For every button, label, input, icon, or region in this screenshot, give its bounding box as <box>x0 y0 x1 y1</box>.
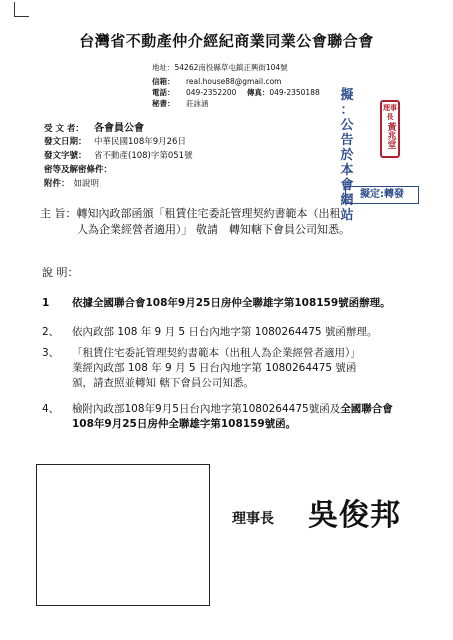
doc-number-value: 省不動產(108)字第051號 <box>94 151 193 161</box>
vertical-stamp: 擬 ： 公 告 於 本 會 網 站 <box>340 88 354 223</box>
contact-email <box>152 76 282 87</box>
explanation-label: 說 明： <box>42 266 79 279</box>
explanation-item-4: 4、 檢附內政部108年9月5日台內地字第1080264475號函及全國聯合會 108年9月25日房仲全聯雄字第108159號函。 <box>42 403 393 430</box>
attachment-label: 附件： <box>44 179 70 189</box>
fax-value: 049-2350188 <box>269 88 320 97</box>
attachment-row <box>44 178 99 190</box>
doc-number-label: 發文字號： <box>44 151 87 161</box>
org-title: 台灣省不動產仲介經紀商業同業公會聯合會 <box>79 32 374 50</box>
subject-block <box>40 206 420 238</box>
date-value: 中華民國108年9月26日 <box>94 137 186 147</box>
contact-secretary <box>152 98 209 109</box>
date-row <box>44 136 186 148</box>
explanation-item-3: 3、 「租賃住宅委託管理契約書範本（出租人為企業經營者適用）」 業經內政部 108 年 9 月 5 日台內地字第 1080264475 號函 頒，請查照並轉知 轄下會員公司知悉。 <box>42 347 361 389</box>
email-value: real.house88@gmail.com <box>186 77 282 86</box>
recipient-value: 各會員公會 <box>94 123 144 134</box>
explanation-item-2: 2、 依內政部 108 年 9 月 5 日台內地字第 1080264475 號函辦理。 <box>42 326 378 338</box>
signature-name: 吳俊邦 <box>308 498 401 533</box>
attachment-value: 如說明 <box>73 179 100 189</box>
forward-stamp: 擬定:轉發 <box>345 186 419 204</box>
explanation-item-1: 1 依據全國聯合會108年9月25日房仲全聯雄字第108159號函辦理。 <box>42 297 391 309</box>
secretary-value: 莊詠涵 <box>186 99 209 108</box>
security-row <box>44 164 112 176</box>
date-label: 發文日期： <box>44 137 87 147</box>
subject-line-2: 人為企業經營者適用）」 敬請 轉知轄下會員公司知悉。 <box>77 223 350 236</box>
recipient-label: 受 文 者： <box>44 124 84 134</box>
subject-line-1: 轉知內政部函頒「租賃住宅委託管理契約書範本（出租 <box>76 207 341 220</box>
phone-value: 049-2352200 <box>186 88 237 97</box>
signature-title: 理事長 <box>232 511 274 527</box>
contact-phone <box>152 87 320 98</box>
phone-label: 電話： <box>152 88 175 97</box>
subject-label: 主 旨： <box>40 207 77 220</box>
chairman-seal: 理事長 黃兆堂 <box>380 100 400 158</box>
doc-number-row <box>44 150 193 162</box>
secretary-label: 秘書： <box>152 99 175 108</box>
contact-address: 地址：54262南投縣草屯鎮正興街104號 <box>152 63 288 72</box>
seal-placeholder-box <box>36 464 210 606</box>
fax-label: 傳真： <box>246 88 270 97</box>
recipient-row <box>44 123 144 135</box>
corner-mark <box>14 2 29 17</box>
email-label: 信箱： <box>152 77 175 86</box>
security-label: 密等及解密條件： <box>44 165 113 175</box>
